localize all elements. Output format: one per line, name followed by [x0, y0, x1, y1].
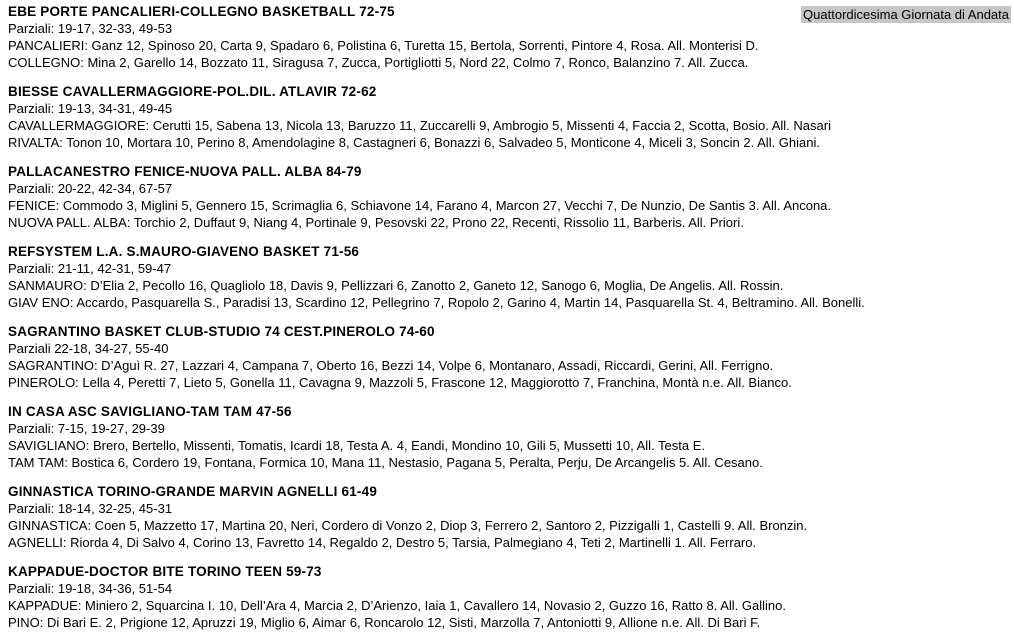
game-result: [8, 403, 1014, 471]
game-partials: Parziali: 18-14, 32-25, 45-31: [8, 501, 173, 516]
home-team-line: PANCALIERI: Ganz 12, Spinoso 20, Carta 9, Spadaro 6, Polistina 6, Turetta 15, Bertola, Sorrenti, Pintore 4, Rosa. All. Monterisi D.: [8, 38, 759, 53]
home-team-line: CAVALLERMAGGIORE: Cerutti 15, Sabena 13, Nicola 13, Baruzzo 11, Zuccarelli 9, Ambrogio 5, Missenti 4, Faccia 2, Scotta, Bosio. All. Nasari: [8, 118, 831, 133]
game-partials: Parziali: 21-11, 42-31, 59-47: [8, 261, 172, 276]
game-title: REFSYSTEM L.A. S.MAURO-GIAVENO BASKET 71-56: [8, 244, 360, 259]
home-team-line: SAVIGLIANO: Brero, Bertello, Missenti, Tomatis, Icardi 18, Testa A. 4, Eandi, Mondino 10, Gili 5, Mussetti 10, All. Testa E.: [8, 438, 706, 453]
game-title: BIESSE CAVALLERMAGGIORE-POL.DIL. ATLAVIR 72-62: [8, 84, 377, 99]
game-partials: Parziali: 19-13, 34-31, 49-45: [8, 101, 173, 116]
home-team-line: KAPPADUE: Miniero 2, Squarcina I. 10, Dell’Ara 4, Marcia 2, D’Arienzo, Iaia 1, Cavallero 14, Novasio 2, Guzzo 16, Ratto 8. All. Gallino.: [8, 598, 786, 613]
game-result: [8, 83, 1014, 151]
games-list: [8, 3, 1014, 636]
game-partials: Parziali: 19-18, 34-36, 51-54: [8, 581, 173, 596]
round-label: Quattordicesima Giornata di Andata: [803, 7, 1009, 22]
game-result: [8, 163, 1014, 231]
away-team-line: AGNELLI: Riorda 4, Di Salvo 4, Corino 13, Favretto 14, Regaldo 2, Destro 5, Tarsia, Palmegiano 4, Teti 2, Martinelli 1. All. Ferraro.: [8, 535, 757, 550]
away-team-line: RIVALTA: Tonon 10, Mortara 10, Perino 8, Amendolagine 8, Castagneri 6, Bonazzi 6, Salvadeo 5, Monticone 4, Miceli 3, Soncin 2. All. Ghiani.: [8, 135, 820, 150]
home-team-line: SANMAURO: D’Elia 2, Pecollo 16, Quagliolo 18, Davis 9, Pellizzari 6, Zanotto 2, Ganeto 12, Sanogo 6, Moglia, De Angelis. All. Rossin.: [8, 278, 784, 293]
away-team-line: NUOVA PALL. ALBA: Torchio 2, Duffaut 9, Niang 4, Portinale 9, Pesovski 22, Prono 22, Recenti, Rissolio 11, Barberis. All. Priori.: [8, 215, 744, 230]
game-partials: Parziali: 20-22, 42-34, 67-57: [8, 181, 173, 196]
game-partials: Parziali: 19-17, 32-33, 49-53: [8, 21, 173, 36]
away-team-line: GIAV ENO: Accardo, Pasquarella S., Paradisi 13, Scardino 12, Pellegrino 7, Ropolo 2, Garino 4, Martin 14, Pasquarella St. 4, Beltramino. All. Bonelli.: [8, 295, 865, 310]
game-title: PALLACANESTRO FENICE-NUOVA PALL. ALBA 84-79: [8, 164, 362, 179]
home-team-line: SAGRANTINO: D’Aguì R. 27, Lazzari 4, Campana 7, Oberto 16, Bezzi 14, Volpe 6, Montanaro, Assadi, Riccardi, Gerini, All. Ferrigno.: [8, 358, 774, 373]
game-title: SAGRANTINO BASKET CLUB-STUDIO 74 CEST.PINEROLO 74-60: [8, 324, 435, 339]
away-team-line: PINEROLO: Lella 4, Peretti 7, Lieto 5, Gonella 11, Cavagna 9, Mazzoli 5, Frascone 12, Maggiorotto 7, Franchina, Montà n.e. All. Bianco.: [8, 375, 792, 390]
game-title: KAPPADUE-DOCTOR BITE TORINO TEEN 59-73: [8, 564, 322, 579]
home-team-line: FENICE: Commodo 3, Miglini 5, Gennero 15, Scrimaglia 6, Schiavone 14, Farano 4, Marcon 27, Vecchi 7, De Nunzio, De Santis 3. All. Ancona.: [8, 198, 832, 213]
game-result: [8, 3, 1014, 71]
game-title: IN CASA ASC SAVIGLIANO-TAM TAM 47-56: [8, 404, 292, 419]
game-title: EBE PORTE PANCALIERI-COLLEGNO BASKETBALL 72-75: [8, 4, 395, 19]
game-title: GINNASTICA TORINO-GRANDE MARVIN AGNELLI 61-49: [8, 484, 378, 499]
game-result: [8, 243, 1014, 311]
away-team-line: COLLEGNO: Mina 2, Garello 14, Bozzato 11, Siragusa 7, Zucca, Portigliotti 5, Nord 22, Colmo 7, Ronco, Balanzino 7. All. Zucca.: [8, 55, 749, 70]
away-team-line: PINO: Di Bari E. 2, Prigione 12, Apruzzi 19, Miglio 6, Aimar 6, Roncarolo 12, Sisti, Marzolla 7, Antoniotti 9, Allione n.e. All. Di Bari F.: [8, 615, 761, 630]
game-result: [8, 563, 1014, 631]
game-result: [8, 323, 1014, 391]
game-partials: Parziali 22-18, 34-27, 55-40: [8, 341, 169, 356]
game-result: [8, 483, 1014, 551]
home-team-line: GINNASTICA: Coen 5, Mazzetto 17, Martina 20, Neri, Cordero di Vonzo 2, Diop 3, Ferrero 2, Santoro 2, Pizzigalli 1, Castelli 9. All. Bronzin.: [8, 518, 808, 533]
away-team-line: TAM TAM: Bostica 6, Cordero 19, Fontana, Formica 10, Mana 11, Nestasio, Pagana 5, Peralta, Perju, De Arcangelis 5. All. Cesano.: [8, 455, 763, 470]
game-partials: Parziali: 7-15, 19-27, 29-39: [8, 421, 165, 436]
